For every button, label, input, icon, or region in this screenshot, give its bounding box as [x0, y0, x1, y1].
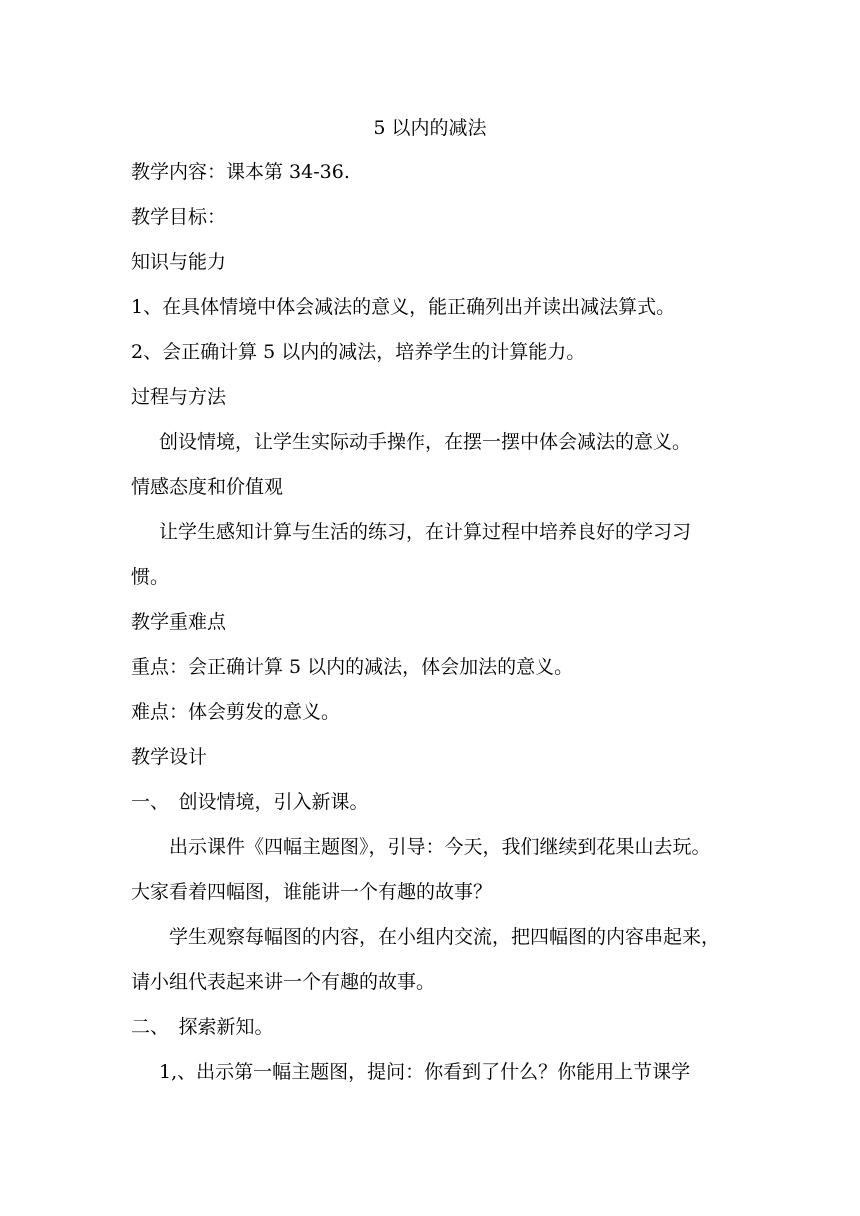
- student-activity-text-cont: 请小组代表起来讲一个有趣的故事。: [131, 971, 436, 993]
- teaching-content: 教学内容：课本第 34-36.: [131, 161, 350, 183]
- section-one-heading: 一、 创设情境，引入新课。: [131, 791, 369, 813]
- goal-item-1: 1、在具体情境中体会减法的意义，能正确列出并读出减法算式。: [131, 296, 676, 318]
- heading-knowledge-ability: 知识与能力: [131, 251, 227, 273]
- document-title: 5 以内的减法: [373, 117, 487, 139]
- key-point: 重点：会正确计算 5 以内的减法，体会加法的意义。: [131, 656, 574, 678]
- section-two-step-1: 1,、出示第一幅主题图，提问：你看到了什么？你能用上节课学: [159, 1061, 691, 1083]
- heading-process-method: 过程与方法: [131, 386, 227, 408]
- emotion-values-text-cont: 惯。: [131, 566, 170, 588]
- student-activity-text: 学生观察每幅图的内容，在小组内交流，把四幅图的内容串起来，: [169, 926, 721, 948]
- section-one-text: 出示课件《四幅主题图》，引导：今天，我们继续到花果山去玩。: [169, 836, 711, 858]
- emotion-values-text: 让学生感知计算与生活的练习，在计算过程中培养良好的学习习: [159, 521, 692, 543]
- difficult-point: 难点：体会剪发的意义。: [131, 701, 341, 723]
- goal-item-2: 2、会正确计算 5 以内的减法，培养学生的计算能力。: [131, 341, 586, 363]
- heading-teaching-goals: 教学目标：: [131, 206, 227, 228]
- heading-key-difficult-points: 教学重难点: [131, 611, 227, 633]
- section-one-text-cont: 大家看着四幅图，谁能讲一个有趣的故事？: [131, 881, 493, 903]
- section-two-heading: 二、 探索新知。: [131, 1016, 274, 1038]
- heading-emotion-values: 情感态度和价值观: [131, 476, 284, 498]
- process-method-text: 创设情境，让学生实际动手操作，在摆一摆中体会减法的意义。: [159, 431, 692, 453]
- heading-teaching-design: 教学设计: [131, 746, 208, 768]
